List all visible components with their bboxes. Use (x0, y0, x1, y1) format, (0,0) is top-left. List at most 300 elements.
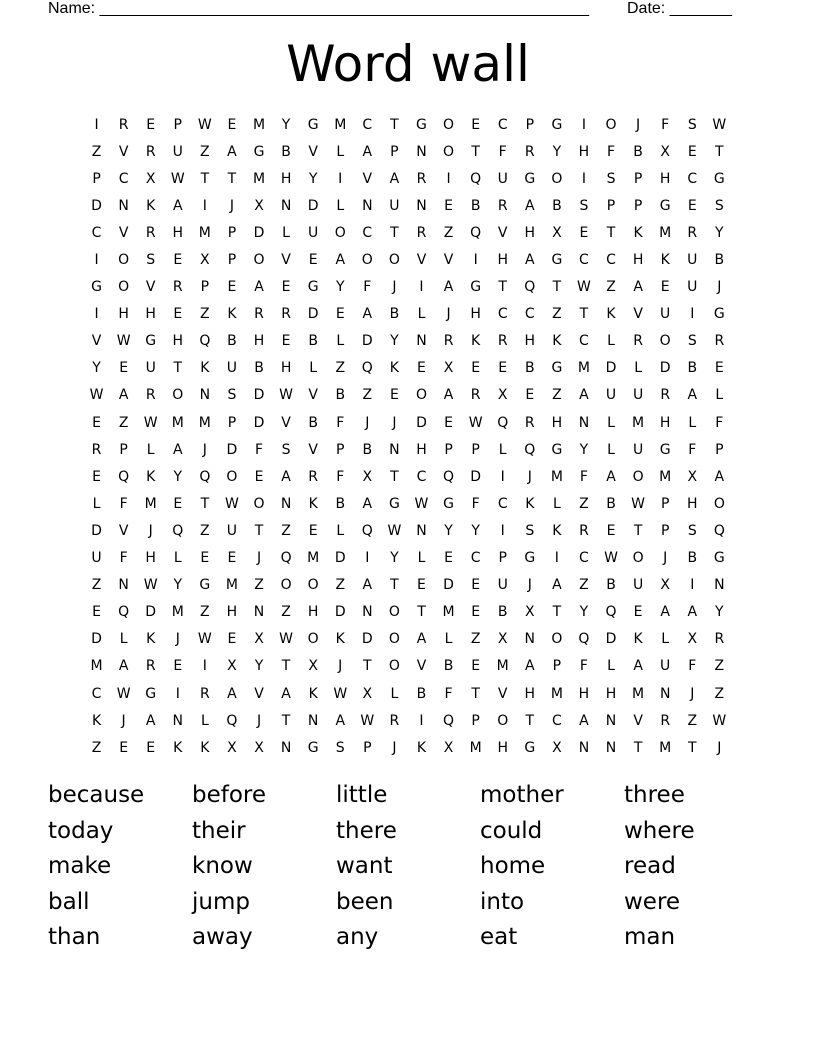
grid-letter: E (173, 658, 183, 675)
grid-letter: J (446, 306, 451, 323)
grid-letter: B (470, 197, 481, 214)
grid-letter: G (199, 577, 211, 594)
grid-letter: C (91, 224, 102, 241)
grid-letter: I (581, 116, 587, 133)
grid-letter: R (281, 306, 291, 323)
grid-letter: W (468, 414, 483, 431)
grid-letter: W (333, 685, 348, 702)
grid-letter: R (118, 116, 129, 133)
grid-letter: U (91, 550, 102, 567)
grid-letter: Q (578, 631, 590, 648)
word-bank-item: were (624, 888, 681, 915)
grid-letter: Q (443, 712, 455, 729)
grid-letter: O (226, 468, 238, 485)
grid-letter: U (632, 577, 644, 594)
grid-letter: E (471, 604, 481, 621)
grid-letter: A (579, 712, 589, 729)
grid-letter: Z (200, 522, 210, 539)
grid-letter: C (362, 224, 373, 241)
grid-letter: M (496, 658, 509, 675)
grid-letter: D (253, 414, 265, 431)
grid-letter: L (444, 631, 453, 648)
grid-letter: Z (579, 495, 589, 512)
grid-letter: J (121, 712, 126, 729)
grid-letter: B (308, 414, 318, 431)
grid-letter: E (227, 279, 237, 296)
grid-letter: X (200, 252, 210, 269)
grid-letter: B (254, 360, 264, 377)
grid-letter: J (229, 197, 234, 214)
grid-letter: H (524, 224, 536, 241)
grid-letter: T (281, 712, 291, 729)
grid-letter: Z (470, 631, 481, 648)
grid-letter: O (307, 631, 319, 648)
grid-letter: V (118, 224, 129, 241)
grid-letter: M (144, 495, 157, 512)
grid-letter: N (605, 739, 617, 756)
grid-letter: V (633, 712, 643, 729)
grid-letter: Y (390, 550, 399, 567)
grid-letter: U (226, 522, 238, 539)
grid-letter: H (280, 360, 292, 377)
grid-letter: Y (471, 522, 480, 539)
grid-letter: S (687, 522, 697, 539)
grid-letter: Z (714, 658, 725, 675)
grid-letter: N (659, 685, 671, 702)
grid-letter: G (551, 252, 563, 269)
grid-letter: Z (335, 360, 346, 377)
grid-letter: V (633, 306, 643, 323)
grid-letter: A (416, 631, 427, 648)
grid-letter: G (713, 170, 725, 187)
grid-letter: M (198, 224, 211, 241)
grid-letter: U (687, 279, 698, 296)
grid-letter: H (686, 495, 698, 512)
grid-row (83, 680, 733, 707)
grid-row (83, 301, 733, 328)
grid-letter: C (497, 116, 508, 133)
grid-letter: E (227, 631, 237, 648)
grid-letter: U (632, 441, 644, 458)
grid-letter: X (443, 360, 454, 377)
grid-letter: T (633, 522, 643, 539)
grid-letter: Q (443, 468, 455, 485)
grid-letter: I (554, 550, 559, 567)
grid-letter: X (497, 631, 508, 648)
grid-letter: T (254, 522, 264, 539)
grid-letter: Z (552, 387, 562, 404)
grid-letter: E (687, 143, 697, 160)
grid-letter: J (256, 550, 262, 567)
grid-letter: W (197, 631, 212, 648)
grid-letter: F (471, 495, 480, 512)
grid-letter: M (252, 116, 266, 133)
grid-letter: N (578, 739, 590, 756)
grid-letter: F (336, 414, 345, 431)
grid-letter: A (579, 387, 589, 404)
word-bank-item: could (480, 817, 543, 844)
word-bank-item: ball (48, 888, 90, 915)
grid-letter: C (579, 333, 589, 350)
grid-letter: F (363, 279, 372, 296)
grid-letter: I (94, 252, 99, 269)
grid-letter: T (200, 495, 210, 512)
grid-letter: R (579, 522, 589, 539)
grid-letter: M (550, 685, 563, 702)
grid-row (83, 463, 733, 490)
grid-letter: V (416, 658, 427, 675)
grid-letter: Z (281, 604, 291, 621)
word-bank-item: today (48, 817, 114, 844)
grid-letter: D (307, 197, 319, 214)
grid-letter: A (443, 387, 454, 404)
grid-letter: O (118, 252, 130, 269)
grid-letter: O (551, 170, 563, 187)
grid-letter: E (687, 197, 697, 214)
grid-letter: N (416, 143, 427, 160)
grid-letter: J (636, 116, 641, 133)
grid-letter: D (307, 306, 319, 323)
grid-letter: K (308, 685, 318, 702)
grid-letter: H (226, 604, 238, 621)
grid-letter: R (443, 333, 454, 350)
grid-letter: N (362, 197, 373, 214)
grid-row (83, 545, 733, 572)
grid-letter: A (525, 658, 535, 675)
grid-letter: E (173, 252, 183, 269)
grid-letter: M (171, 604, 184, 621)
grid-letter: M (171, 414, 184, 431)
grid-letter: E (471, 116, 481, 133)
grid-letter: S (714, 197, 724, 214)
grid-letter: J (392, 739, 397, 756)
grid-letter: A (687, 387, 698, 404)
grid-letter: E (227, 550, 237, 567)
grid-letter: U (497, 170, 508, 187)
grid-letter: B (687, 550, 698, 567)
grid-letter: Q (713, 522, 725, 539)
grid-letter: L (173, 550, 182, 567)
grid-letter: C (687, 170, 698, 187)
grid-letter: L (607, 414, 615, 431)
grid-letter: V (497, 685, 508, 702)
grid-letter: E (714, 360, 724, 377)
grid-row (83, 138, 733, 165)
grid-letter: Q (199, 333, 211, 350)
grid-letter: N (199, 387, 211, 404)
grid-letter: E (92, 468, 101, 485)
grid-letter: I (175, 685, 180, 702)
grid-letter: T (227, 170, 237, 187)
grid-letter: M (632, 414, 645, 431)
grid-letter: H (578, 143, 590, 160)
word-bank-item: man (624, 924, 676, 950)
grid-letter: K (335, 631, 345, 648)
grid-letter: I (94, 116, 99, 133)
grid-letter: A (633, 279, 643, 296)
grid-letter: U (660, 306, 671, 323)
word-bank-item: know (192, 853, 253, 879)
grid-letter: H (307, 604, 319, 621)
grid-letter: A (172, 197, 183, 214)
name-field-line: Name: _______________________________________________________ (48, 0, 589, 17)
grid-letter: C (551, 712, 562, 729)
grid-letter: U (172, 143, 183, 160)
grid-letter: R (91, 441, 102, 458)
grid-letter: S (687, 116, 697, 133)
grid-letter: L (498, 441, 507, 458)
grid-letter: Y (335, 279, 345, 296)
grid-letter: L (607, 333, 615, 350)
grid-letter: P (471, 441, 480, 458)
word-bank-item: their (192, 817, 246, 844)
grid-letter: P (715, 441, 724, 458)
grid-letter: C (579, 252, 589, 269)
grid-letter: R (714, 333, 725, 350)
grid-letter: H (632, 252, 644, 269)
grid-letter: R (714, 631, 725, 648)
grid-letter: Z (91, 143, 102, 160)
grid-letter: E (119, 739, 129, 756)
grid-letter: K (146, 468, 156, 485)
word-bank-item: want (336, 853, 393, 879)
grid-letter: N (280, 739, 292, 756)
grid-letter: P (227, 252, 237, 269)
grid-letter: T (606, 224, 616, 241)
grid-letter: M (469, 739, 482, 756)
grid-row (83, 409, 733, 436)
grid-letter: W (170, 170, 185, 187)
grid-letter: L (92, 495, 101, 512)
grid-letter: M (659, 739, 672, 756)
word-bank-item: make (48, 853, 112, 879)
grid-letter: D (605, 631, 617, 648)
grid-letter: R (416, 224, 427, 241)
grid-letter: R (497, 333, 508, 350)
grid-letter: R (470, 387, 481, 404)
grid-letter: S (525, 522, 535, 539)
grid-letter: C (362, 116, 373, 133)
grid-letter: L (200, 712, 209, 729)
grid-letter: R (416, 170, 427, 187)
grid-letter: W (116, 685, 131, 702)
grid-letter: Y (444, 522, 453, 539)
grid-letter: W (279, 631, 293, 648)
grid-letter: P (173, 116, 182, 133)
grid-letter: B (335, 495, 346, 512)
grid-letter: E (606, 522, 616, 539)
word-bank-item: there (336, 817, 397, 844)
word-bank (48, 778, 768, 956)
grid-row (83, 382, 733, 409)
grid-letter: B (687, 360, 698, 377)
grid-letter: X (308, 658, 318, 675)
grid-letter: R (524, 143, 535, 160)
grid-letter: T (579, 306, 589, 323)
grid-letter: E (254, 468, 264, 485)
grid-letter: J (392, 279, 397, 296)
grid-letter: A (254, 279, 264, 296)
grid-letter: F (498, 143, 507, 160)
grid-letter: T (363, 658, 372, 675)
grid-letter: P (336, 441, 345, 458)
grid-letter: M (550, 468, 563, 485)
grid-letter: G (388, 495, 400, 512)
grid-letter: O (307, 577, 319, 594)
grid-letter: L (119, 631, 128, 648)
grid-letter: C (497, 306, 508, 323)
grid-letter: L (309, 360, 318, 377)
grid-letter: E (227, 116, 237, 133)
grid-letter: M (252, 170, 266, 187)
grid-letter: O (118, 279, 130, 296)
grid-letter: H (524, 685, 536, 702)
grid-letter: N (118, 197, 129, 214)
grid-letter: Z (362, 387, 373, 404)
grid-letter: N (416, 333, 427, 350)
grid-letter: G (524, 739, 536, 756)
word-bank-item: three (624, 782, 685, 808)
grid-letter: B (362, 441, 373, 458)
grid-letter: R (172, 279, 183, 296)
grid-letter: R (145, 143, 156, 160)
grid-letter: L (607, 658, 615, 675)
grid-letter: Q (524, 441, 536, 458)
grid-letter: I (202, 658, 207, 675)
grid-letter: N (416, 522, 427, 539)
grid-letter: Y (308, 170, 318, 187)
grid-letter: R (308, 468, 319, 485)
grid-letter: H (497, 739, 508, 756)
grid-letter: K (471, 333, 481, 350)
grid-letter: H (524, 333, 536, 350)
grid-letter: Q (226, 712, 238, 729)
grid-letter: T (390, 116, 399, 133)
grid-letter: K (660, 252, 670, 269)
grid-letter: U (389, 197, 400, 214)
grid-row (83, 599, 733, 626)
grid-letter: T (471, 143, 480, 160)
grid-row (83, 517, 733, 544)
grid-letter: P (227, 414, 237, 431)
grid-letter: P (633, 197, 643, 214)
grid-letter: E (173, 306, 183, 323)
grid-letter: O (388, 658, 400, 675)
grid-letter: B (606, 577, 616, 594)
grid-letter: W (116, 333, 131, 350)
word-bank-item: than (48, 924, 101, 950)
grid-letter: W (414, 495, 429, 512)
grid-letter: E (525, 387, 535, 404)
grid-letter: I (500, 522, 505, 539)
grid-letter: Y (552, 143, 562, 160)
grid-letter: L (417, 306, 426, 323)
grid-letter: V (281, 252, 291, 269)
grid-letter: K (146, 631, 156, 648)
grid-letter: V (91, 333, 102, 350)
grid-letter: V (308, 143, 318, 160)
grid-letter: W (89, 387, 104, 404)
grid-letter: K (633, 631, 643, 648)
grid-letter: B (308, 333, 318, 350)
grid-letter: D (145, 604, 157, 621)
grid-letter: A (335, 252, 346, 269)
grid-letter: E (417, 577, 426, 594)
grid-letter: D (361, 333, 373, 350)
grid-letter: I (94, 306, 99, 323)
grid-letter: L (661, 631, 670, 648)
grid-letter: O (497, 712, 509, 729)
grid-letter: Q (118, 468, 130, 485)
grid-letter: K (308, 495, 318, 512)
grid-letter: E (444, 414, 453, 431)
grid-letter: E (660, 279, 670, 296)
grid-letter: X (552, 224, 562, 241)
grid-letter: A (687, 604, 698, 621)
grid-letter: Z (552, 306, 562, 323)
grid-letter: I (581, 170, 587, 187)
grid-letter: H (145, 306, 156, 323)
grid-letter: I (446, 170, 451, 187)
grid-letter: J (175, 631, 180, 648)
grid-letter: X (687, 468, 698, 485)
grid-letter: Z (281, 522, 291, 539)
grid-letter: X (254, 739, 264, 756)
grid-letter: Q (605, 604, 617, 621)
grid-letter: W (712, 712, 727, 729)
grid-row (83, 192, 733, 219)
grid-letter: S (146, 252, 156, 269)
grid-letter: B (524, 360, 535, 377)
grid-letter: K (416, 739, 427, 756)
grid-letter: F (688, 658, 697, 675)
grid-letter: O (551, 631, 563, 648)
grid-letter: D (443, 577, 454, 594)
grid-letter: W (712, 116, 727, 133)
grid-letter: Y (579, 441, 589, 458)
word-bank-item: home (480, 853, 546, 879)
grid-letter: O (280, 577, 292, 594)
grid-letter: T (281, 658, 291, 675)
grid-letter: H (659, 170, 671, 187)
grid-letter: W (225, 495, 239, 512)
grid-letter: G (659, 197, 671, 214)
grid-letter: S (281, 441, 291, 458)
grid-letter: U (145, 360, 156, 377)
grid-letter: C (579, 550, 589, 567)
grid-letter: J (148, 522, 153, 539)
grid-letter: J (202, 441, 207, 458)
grid-row (83, 436, 733, 463)
grid-letter: H (659, 414, 671, 431)
grid-letter: T (525, 712, 535, 729)
grid-letter: W (279, 387, 293, 404)
grid-letter: O (334, 224, 346, 241)
grid-letter: O (713, 495, 725, 512)
grid-row (83, 626, 733, 653)
grid-letter: N (307, 712, 319, 729)
grid-letter: G (307, 279, 319, 296)
grid-letter: P (660, 495, 670, 512)
page-title: Word wall (286, 35, 530, 93)
grid-letter: J (256, 712, 262, 729)
grid-letter: S (335, 739, 345, 756)
grid-letter: K (389, 360, 399, 377)
grid-letter: F (254, 441, 264, 458)
grid-letter: H (605, 685, 617, 702)
grid-letter: V (308, 441, 318, 458)
grid-letter: T (471, 685, 480, 702)
